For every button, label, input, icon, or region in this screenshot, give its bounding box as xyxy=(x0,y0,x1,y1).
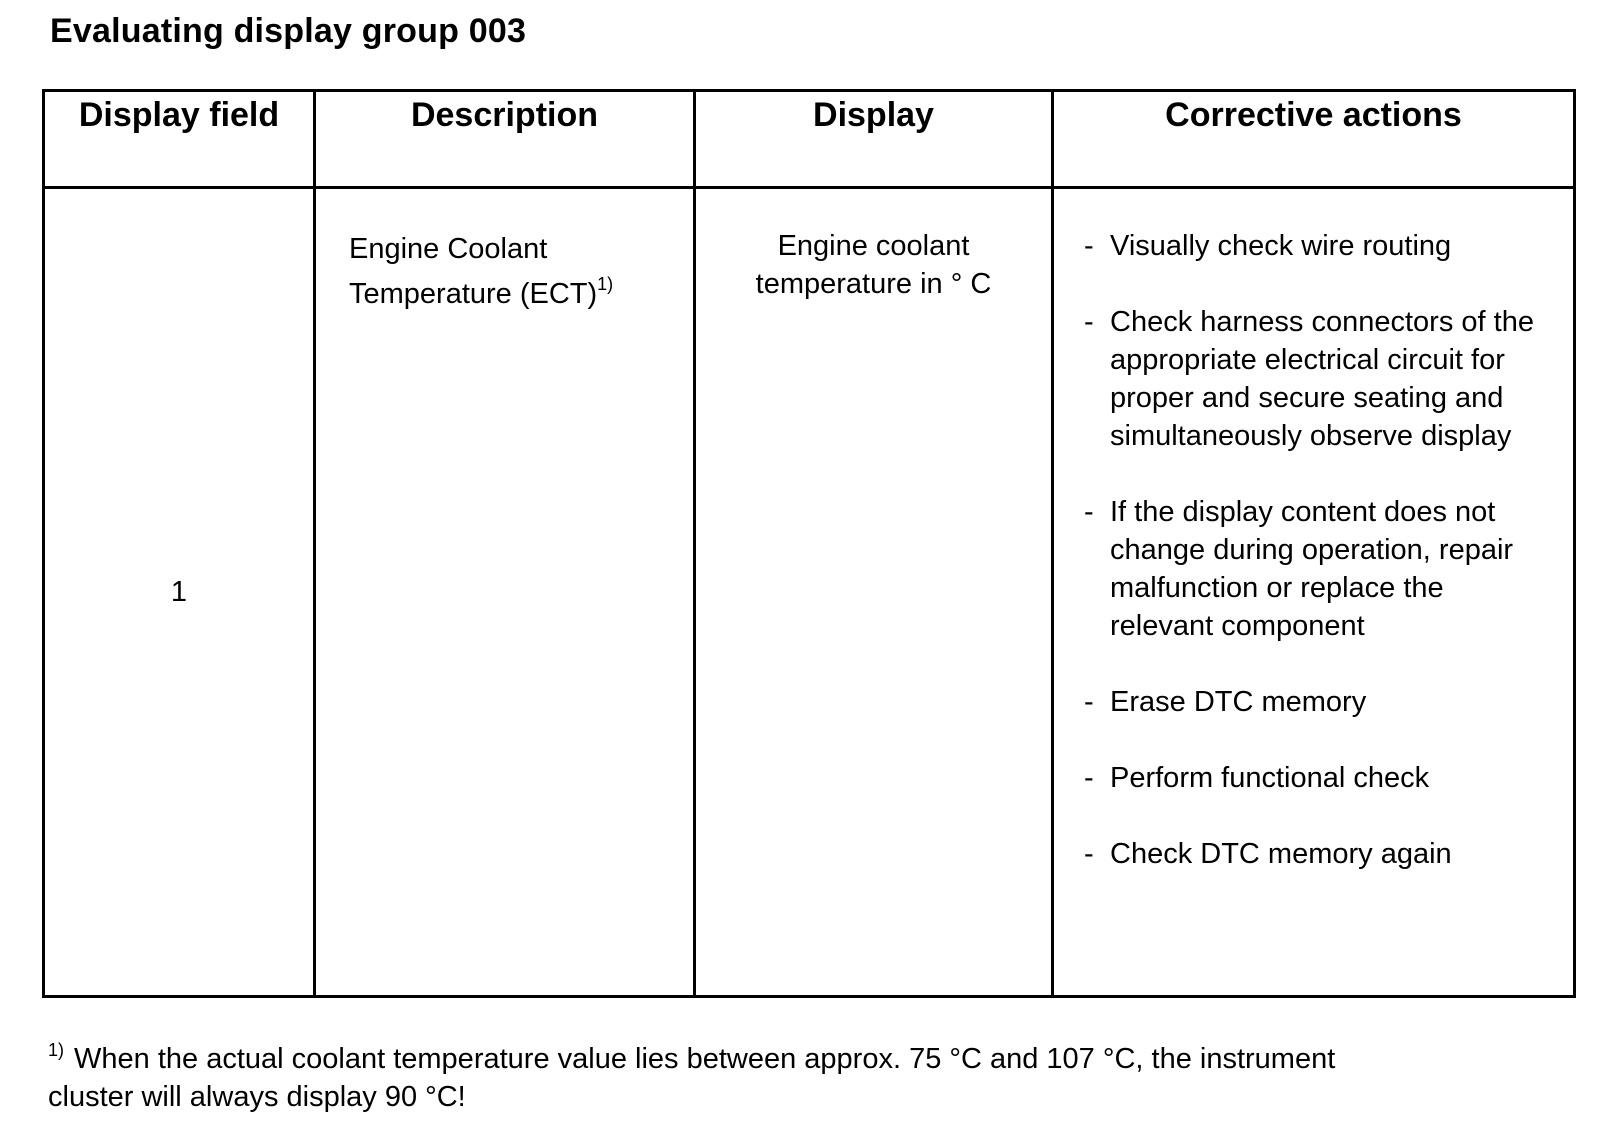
footnote-text: When the actual coolant temperature value lies between approx. 75 °C and 107 °C, the instrument cluster will always display 90 °C! xyxy=(48,1043,1336,1113)
header-display-field: Display field xyxy=(44,91,315,188)
footnote-reference: 1) xyxy=(597,274,614,294)
table-header-row xyxy=(44,91,1575,188)
action-text: Perform functional check xyxy=(1110,762,1430,794)
table-row xyxy=(44,188,1575,997)
list-item xyxy=(1084,227,1553,265)
dash-bullet: - xyxy=(1084,838,1094,870)
dash-bullet: - xyxy=(1084,686,1094,718)
action-text: Erase DTC memory xyxy=(1110,686,1367,718)
list-item xyxy=(1084,303,1553,455)
action-text: If the display content does not change during operation, repair malfunction or replace the relevant component xyxy=(1110,496,1514,642)
description-text xyxy=(316,189,693,317)
description-line-2: Temperature (ECT) xyxy=(349,278,598,310)
display-text xyxy=(696,189,1051,303)
display-cell xyxy=(695,188,1053,997)
action-text: Check harness connectors of the appropriate electrical circuit for proper and secure seating and simultaneously observe display xyxy=(1110,306,1534,452)
dash-bullet: - xyxy=(1084,230,1094,262)
dash-bullet: - xyxy=(1084,496,1094,528)
list-item xyxy=(1084,759,1553,797)
display-field-cell xyxy=(44,188,315,997)
header-display: Display xyxy=(695,91,1053,188)
display-field-value: 1 xyxy=(170,576,188,608)
dash-bullet: - xyxy=(1084,306,1094,338)
footnote-marker: 1) xyxy=(48,1040,65,1060)
list-item xyxy=(1084,683,1553,721)
description-cell xyxy=(315,188,695,997)
page-title: Evaluating display group 003 xyxy=(50,12,527,50)
footnote xyxy=(48,1040,1348,1116)
display-line-2: temperature in ° C xyxy=(755,268,992,300)
header-description: Description xyxy=(315,91,695,188)
dash-bullet: - xyxy=(1084,762,1094,794)
corrective-actions-list xyxy=(1054,189,1573,873)
header-corrective-actions: Corrective actions xyxy=(1053,91,1575,188)
display-line-1: Engine coolant xyxy=(777,230,970,262)
action-text: Visually check wire routing xyxy=(1110,230,1452,262)
display-group-table xyxy=(42,89,1576,998)
list-item xyxy=(1084,493,1553,645)
corrective-actions-cell xyxy=(1053,188,1575,997)
action-text: Check DTC memory again xyxy=(1110,838,1452,870)
description-line-1: Engine Coolant xyxy=(349,233,548,265)
list-item xyxy=(1084,835,1553,873)
